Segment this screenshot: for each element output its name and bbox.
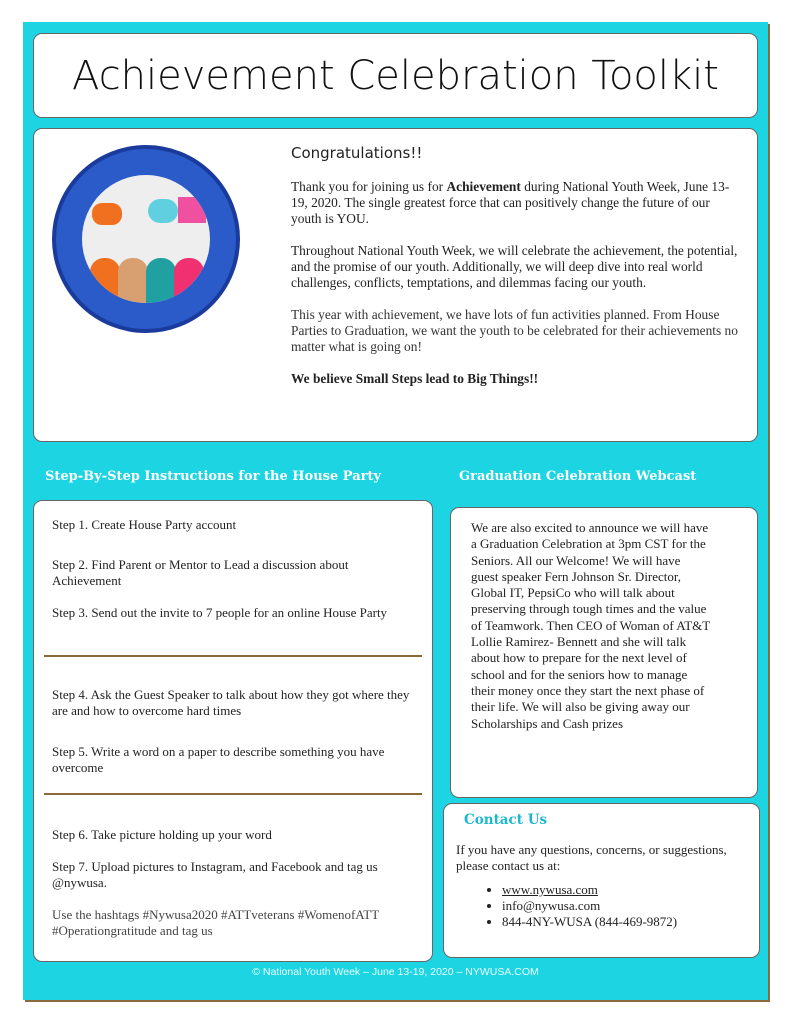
email-link[interactable]: • info@nywusa.com — [502, 898, 677, 914]
contact-heading: Contact Us — [464, 812, 548, 828]
intro-section — [33, 128, 758, 442]
webcast-section — [450, 507, 758, 798]
contact-lead: If you have any questions, concerns, or suggestions, please contact us at: — [456, 842, 727, 873]
hashtags-text: Use the hashtags #Nywusa2020 #ATTveterans #WomenofATT #Operationgratitude and tag us — [52, 907, 379, 938]
step-item: Step 4. Ask the Guest Speaker to talk about how they got where they are and how to overcome hard times — [52, 687, 410, 718]
website-link[interactable]: • www.nywusa.com — [502, 882, 677, 898]
phone-number: • 844-4NY-WUSA (844-469-9872) — [502, 914, 677, 930]
intro-heading: Congratulations!! — [291, 144, 423, 162]
footer: © National Youth Week – June 13-19, 2020 – NYWUSA.COM — [252, 966, 539, 978]
contact-section — [443, 803, 760, 958]
webcast-heading: Graduation Celebration Webcast — [459, 469, 697, 484]
page-frame — [23, 22, 768, 1000]
national-youth-week-logo — [52, 145, 240, 333]
intro-tagline: We believe Small Steps lead to Big Things!! — [291, 371, 539, 386]
step-item: Step 7. Upload pictures to Instagram, and Facebook and tag us @nywusa. — [52, 859, 378, 890]
intro-paragraph: Thank you for joining us for Achievement during National Youth Week, June 13-19, 2020. The single greatest force that can positively change the future of our youth is YOU. — [291, 179, 730, 226]
steps-section — [33, 500, 433, 962]
step-item: Step 1. Create House Party account — [52, 517, 237, 532]
webcast-text: We are also excited to announce we will have a Graduation Celebration at 3pm CST for the Seniors. All our Welcome! We will have guest speaker Fern Johnson Sr. Director, Global IT, PepsiCo who will talk about preserving through tough times and the value of Teamwork. Then CEO of Woman of AT&T Lollie Ramirez- Bennett and she will talk about how to prepare for the next level of school and for the seniors how to manage their money once they start the next phase of their life. We will also be giving away our Scholarships and Cash prizes — [471, 520, 710, 731]
step-item: Step 2. Find Parent or Mentor to Lead a discussion about Achievement — [52, 557, 349, 588]
step-item: Step 6. Take picture holding up your word — [52, 827, 272, 842]
step-item: Step 3. Send out the invite to 7 people for an online House Party — [52, 605, 388, 620]
intro-paragraph: This year with achievement, we have lots of fun activities planned. From House Parties to Graduation, we want the youth to be celebrated for their achievements no matter what is going on! — [291, 307, 738, 354]
divider — [44, 793, 422, 795]
intro-paragraph: Throughout National Youth Week, we will celebrate the achievement, the potential, and the promise of our youth. Additionally, we will deep dive into real world challenges, conflicts, temptations, and dilemmas facing our youth. — [291, 243, 738, 290]
steps-heading: Step-By-Step Instructions for the House Party — [45, 469, 382, 484]
page-title: Achievement Celebration Toolkit — [33, 33, 758, 118]
divider — [44, 655, 422, 657]
step-item: Step 5. Write a word on a paper to describe something you have overcome — [52, 744, 385, 775]
